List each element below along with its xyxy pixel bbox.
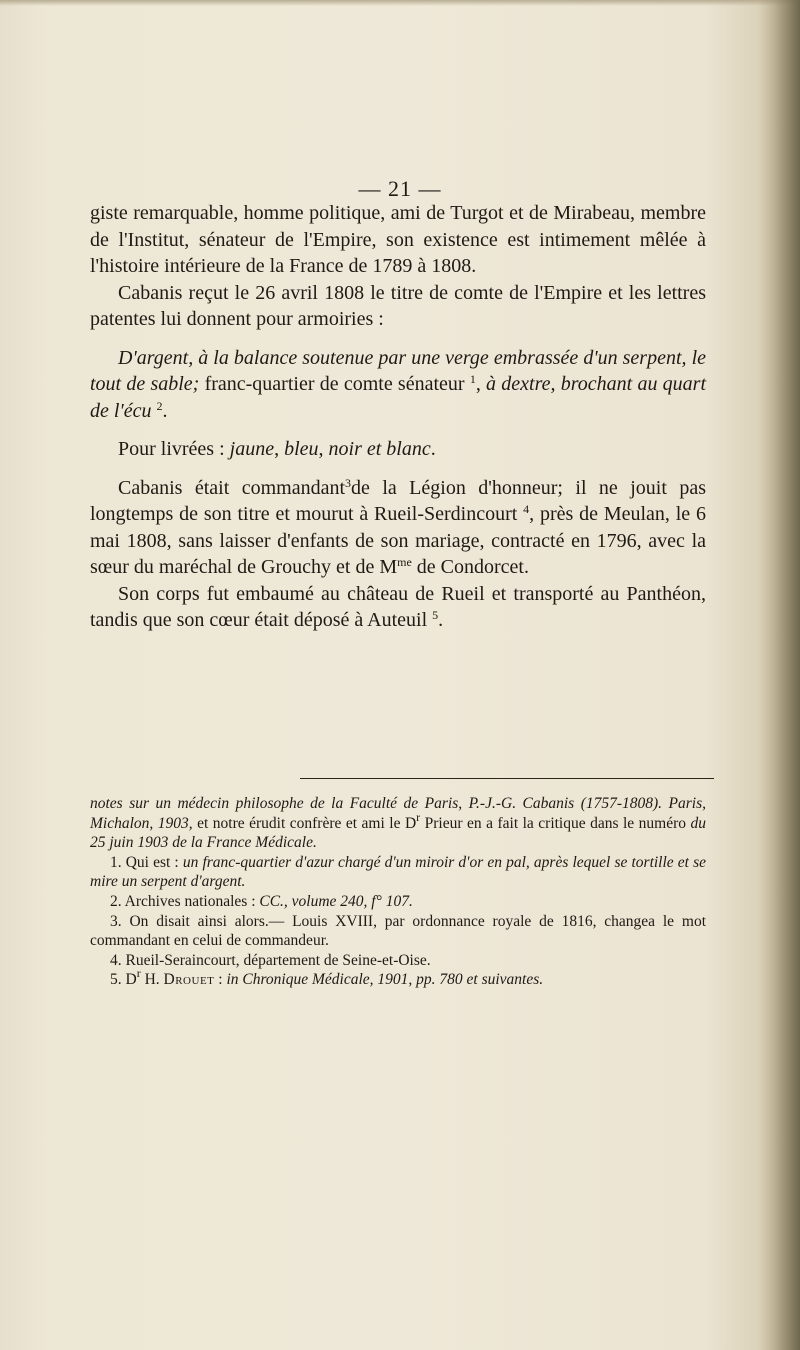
footnote-1-text: Qui est : [121,853,183,871]
footnote-2-text: Archives nationales : [121,892,260,910]
footnote-ref-5: 5 [432,608,439,622]
blazon-text-1: franc-quartier de comte sénateur [199,373,470,395]
livree-sep-1: , [274,438,285,460]
paragraph-5-text-3: , près de Meulan, le 6 mai 1808, sans laisser d'enfants de son mariage, contracté en 1796, avec la sœur du maréchal de Grouchy et de M [90,503,706,578]
blazon-italic-2: à dextre, brochant au quart de l'écu [90,373,707,422]
footnote-1-italic: un franc-quartier d'azur chargé d'un miroir d'or en pal, après lequel se tortille et se mire un serpent d'argent. [90,853,706,891]
footnote-1-number: 1. [110,853,122,871]
livree-color-3: noir et blanc [328,438,431,460]
footnote-ref-3: 3 [345,475,352,490]
madame-abbreviation-sup: me [397,555,412,569]
footnote-continuation [90,794,706,853]
footnote-5-italic: in Chronique Médicale, 1901, pp. 780 et suivantes. [226,971,544,989]
footnotes [90,794,706,990]
paragraph-5-text-1: Cabanis était commandant [118,476,346,499]
footnote-intro-dr-sup: r [416,809,421,824]
footnote-2-number: 2. [110,892,122,910]
footnote-1 [90,853,706,892]
footnote-5-text-3: : [214,971,227,989]
livree-color-1: jaune [229,438,275,460]
footnote-ref-1: 1 [469,372,476,386]
paragraph-3-blazon [90,345,706,425]
footnote-4-number: 4. [110,951,122,969]
paragraph-1-text: giste remarquable, homme politique, ami de Turgot et de Mirabeau, membre de l'Institut, sénateur de l'Empire, son existence est intimement mêlée à l'histoire intérieure de la France de 1789 à 1808. [90,202,706,277]
footnote-separator-rule [300,778,714,779]
footnote-5-dr-sup: r [136,966,141,981]
paragraph-5-text-4: de Condorcet. [411,556,529,578]
livree-color-2: bleu [284,438,319,460]
page-top-edge-shadow [0,0,800,6]
footnote-ref-2: 2 [156,398,163,413]
footnote-intro-text-2: Prieur en a fait la critique dans le numéro [420,814,691,832]
livrees-label: Pour livrées : [118,438,230,460]
footnote-3-number: 3. [110,912,122,930]
footnote-5-number: 5. [110,971,122,989]
footnote-2 [90,892,706,912]
footnote-intro-text-1: et notre érudit confrère et ami le D [192,814,417,832]
footnote-2-italic: CC., volume 240, f° 107. [259,892,413,910]
livree-sep-3: . [430,438,436,460]
footnote-5-author: Drouet [163,971,215,989]
paragraph-2 [90,280,706,333]
footnote-5-text-1: D [121,971,137,989]
footnote-5-text-2: H. [140,971,164,989]
livree-sep-2: , [318,438,329,460]
footnote-ref-4: 4 [523,502,530,516]
paragraph-5-text-2: de la Légion d'honneur; il ne jouit pas longtemps de son titre et mourut à Rueil-Serdincourt [90,476,706,525]
page-binding-shadow [758,0,800,1350]
paragraph-6-text-2: . [438,609,444,631]
paragraph-1 [90,200,706,280]
footnote-5 [90,966,706,990]
paragraph-5 [90,475,706,581]
paragraph-6-text-1: Son corps fut embaumé au château de Rueil et transporté au Panthéon, tandis que son cœur était déposé à Auteuil [90,582,706,631]
main-text [90,200,706,634]
page-number: — 21 — [358,176,442,201]
blazon-italic-1: D'argent, à la balance soutenue par une verge embrassée d'un serpent, le tout de sable; [90,346,706,395]
footnote-3 [90,912,706,951]
footnote-4 [90,951,706,971]
footnote-3-text: On disait ainsi alors.— Louis XVIII, par ordonnance royale de 1816, changea le mot commandant en celui de commandeur. [90,912,706,950]
paragraph-2-text: Cabanis reçut le 26 avril 1808 le titre de comte de l'Empire et les lettres patentes lui donnent pour armoiries : [90,281,706,330]
blazon-text-2: , [475,373,487,395]
footnote-intro-italic-2: du 25 juin 1903 de la France Médicale. [90,814,706,852]
paragraph-6 [90,581,706,634]
footnote-intro-italic-1: notes sur un médecin philosophe de la Faculté de Paris, P.-J.-G. Cabanis (1757-1808). Paris, Michalon, 1903, [90,795,706,832]
footnote-4-text: Rueil-Seraincourt, département de Seine-et-Oise. [121,951,431,969]
paragraph-4-livrees [90,436,706,463]
blazon-text-4: . [162,399,168,422]
